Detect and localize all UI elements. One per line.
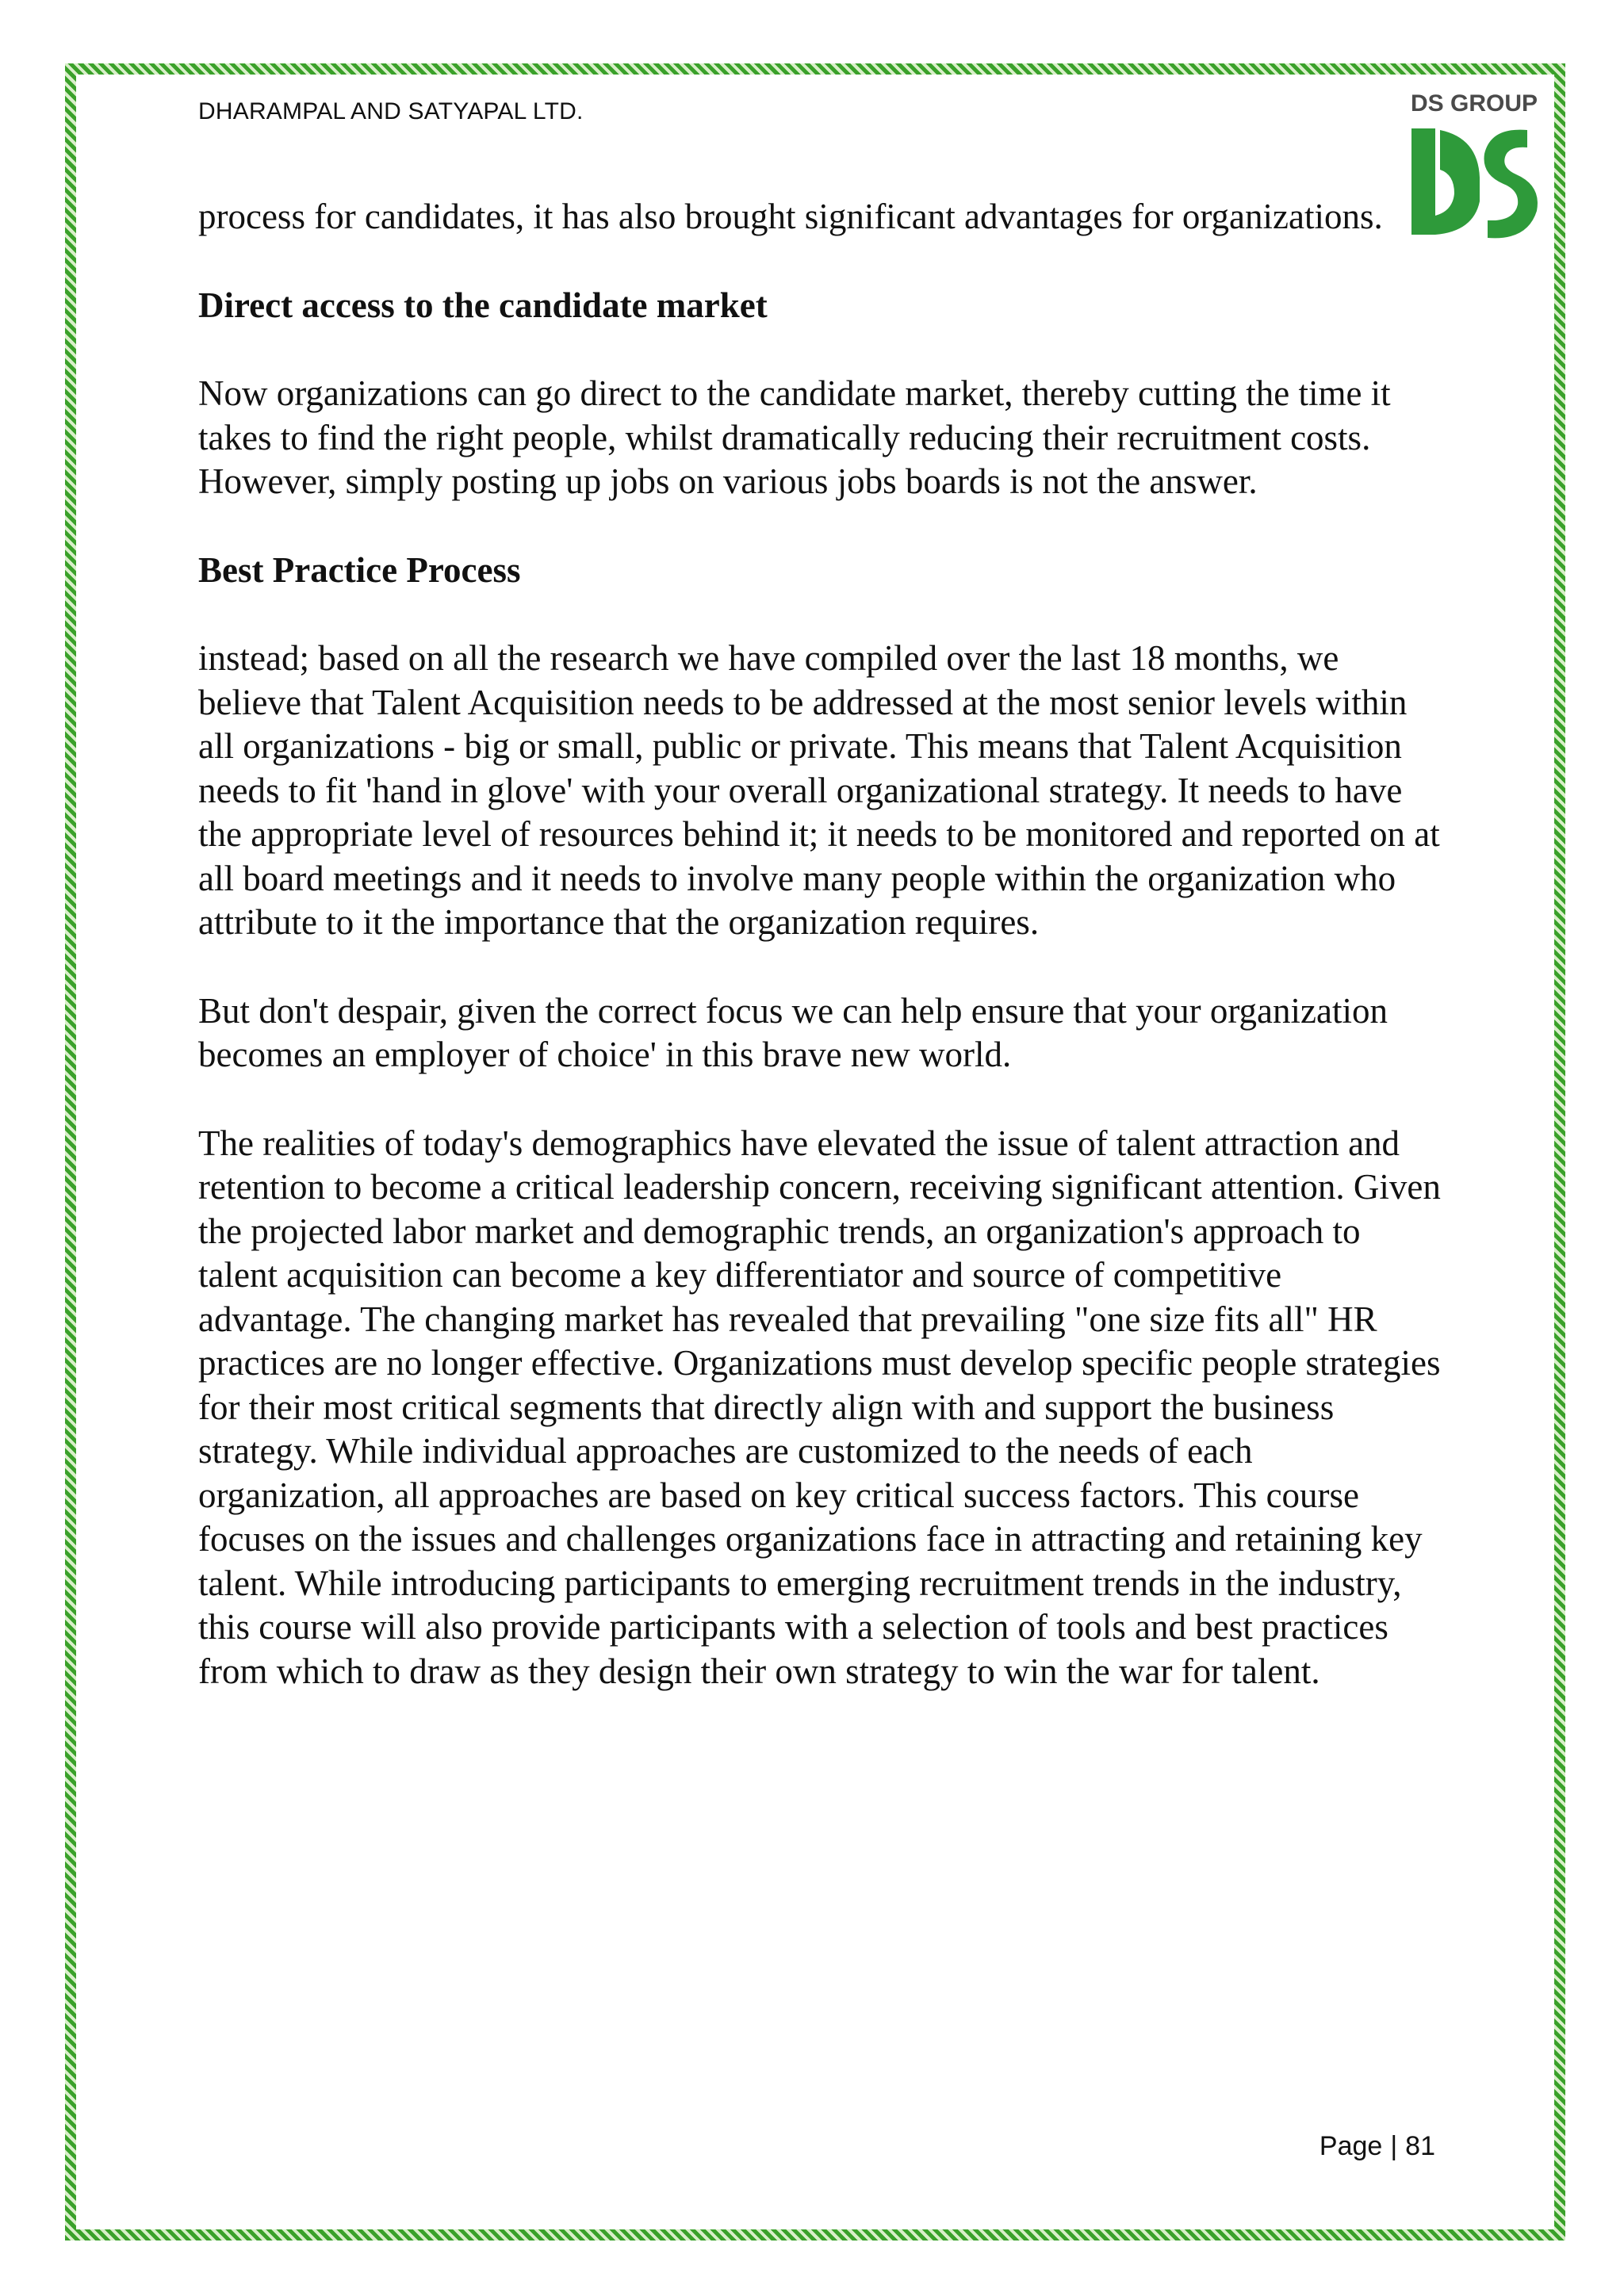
section-heading: Direct access to the candidate market xyxy=(198,285,768,325)
company-header: DHARAMPAL AND SATYAPAL LTD. xyxy=(198,98,584,124)
page-footer xyxy=(1320,2131,1435,2162)
paragraph: The realities of today's demographics have elevated the issue of talent attraction and retention to become a critical leadership concern, receiving significant attention. Given the projected labor market and demographic trends, an organization's approach to talent acquisition can become a key differentiator and source of competitive advantage. The changing market has revealed that prevailing "one size fits all" HR practices are no longer effective. Organizations must develop specific people strategies for their most critical segments that directly align with and support the business strategy. While individual approaches are customized to the needs of each organization, all approaches are based on key critical success factors. This course focuses on the issues and challenges organizations face in attracting and retaining key talent. While introducing participants to emerging recruitment trends in the industry, this course will also provide participants with a selection of tools and best practices from which to draw as they design their own strategy to win the war for talent. xyxy=(198,1123,1441,1691)
paragraph: process for candidates, it has also brought significant advantages for organizations. xyxy=(198,197,1383,236)
page-number: 81 xyxy=(1405,2131,1435,2161)
page-label: Page xyxy=(1319,2131,1383,2161)
paragraph: But don't despair, given the correct focus we can help ensure that your organization becomes an employer of choice' in this brave new world. xyxy=(198,990,1388,1074)
page-separator: | xyxy=(1390,2131,1398,2161)
section-heading: Best Practice Process xyxy=(198,549,521,590)
document-body xyxy=(198,195,1443,1738)
paragraph: instead; based on all the research we have compiled over the last 18 months, we believe that Talent Acquisition needs to be addressed at the most senior levels within all organizations - big or small, public or private. This means that Talent Acquisition needs to fit 'hand in glove' with your overall organizational strategy. It needs to have the appropriate level of resources behind it; it needs to be monitored and reported on at all board meetings and it needs to involve many people within the organization who attribute to it the importance that the organization requires. xyxy=(198,638,1440,942)
logo-text: DS GROUP xyxy=(1410,90,1538,117)
paragraph: Now organizations can go direct to the candidate market, thereby cutting the time it takes to find the right people, whilst dramatically reducing their recruitment costs. However, simply posting up jobs on various jobs boards is not the answer. xyxy=(198,373,1391,501)
